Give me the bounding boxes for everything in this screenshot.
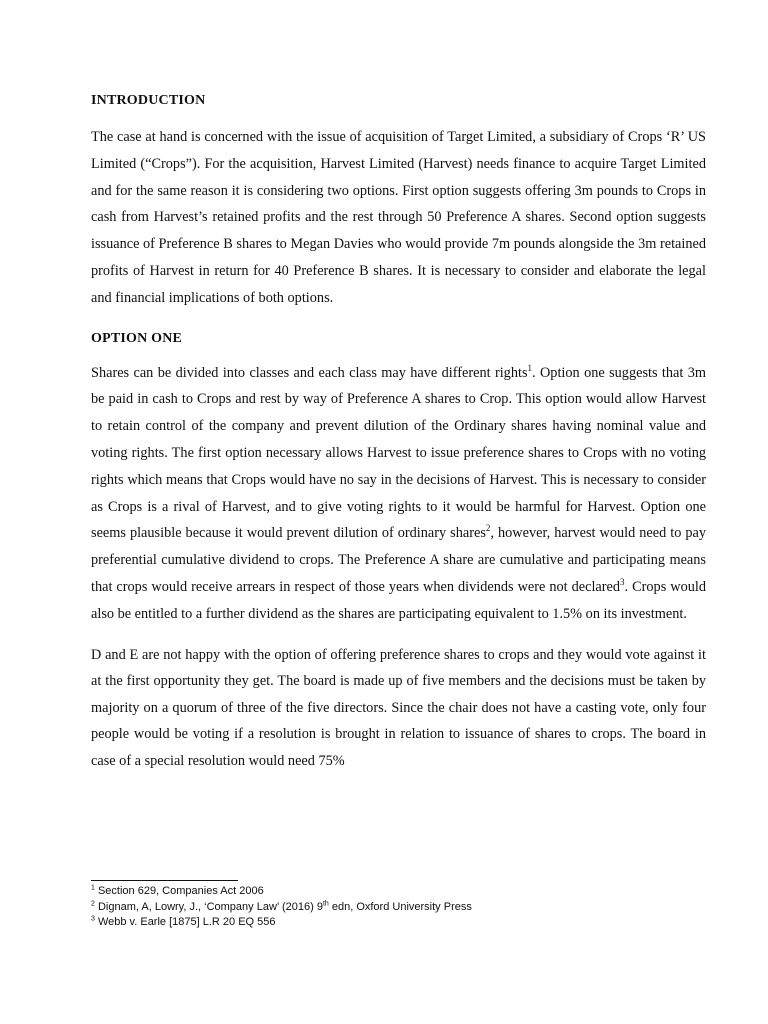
footnote-text: Section 629, Companies Act 2006 — [97, 885, 264, 897]
footnote-2 — [91, 900, 691, 916]
footnote-3 — [91, 915, 691, 931]
footnote-text: Webb v. Earle [1875] L.R 20 EQ 556 — [97, 916, 276, 928]
footnote-text: edn, Oxford University Press — [328, 900, 472, 913]
footnote-number: 3 — [91, 915, 95, 923]
footnote-ref-3[interactable]: 3 — [620, 577, 625, 588]
option-one-paragraph-2: D and E are not happy with the option of offering preference shares to crops and they would vote against it at the first opportunity they get. The board is made up of five members and the decisions must be taken by majority on a quorum of three of the five directors. Since the chair does not have a casting vote, only four people would be voting if a resolution is brought in relation to issuance of shares to crops. The board in case of a special resolution would need 75% — [91, 646, 706, 769]
heading-introduction: INTRODUCTION — [91, 93, 206, 108]
text-run: Shares can be divided into classes and each class may have different rights — [91, 364, 528, 381]
footnote-separator — [91, 880, 238, 881]
footnote-superscript: th — [322, 899, 329, 907]
footnote-number: 2 — [91, 899, 95, 907]
footnote-number: 1 — [91, 884, 95, 892]
option-one-paragraph-1 — [91, 360, 706, 628]
footnote-ref-2[interactable]: 2 — [485, 523, 491, 534]
text-run: . Option one suggests that 3m be paid in cash to Crops and rest by way of Preference A shares to Crop. This option would allow Harvest to retain control of the company and prevent dilution of the Ordinary shares having nominal value and voting rights. The first option necessary allows Harvest to issue preference shares to Crops with no voting rights which means that Crops would have no say in the decisions of Harvest. This is necessary to consider as Crops is a rival of Harvest, and to give voting rights to it would be harmful for Harvest. Option one seems plausible because it would prevent dilution of ordinary shares — [91, 364, 706, 542]
footnote-1 — [91, 884, 691, 900]
intro-paragraph: The case at hand is concerned with the issue of acquisition of Target Limited, a subsidiary of Crops ‘R’ US Limited (“Crops”). For the acquisition, Harvest Limited (Harvest) needs finance to acquire Target Limited and for the same reason it is considering two options. First option suggests offering 3m pounds to Crops in cash from Harvest’s retained profits and the rest through 50 Preference A shares. Second option suggests issuance of Preference B shares to Megan Davies who would provide 7m pounds alongside the 3m retained profits of Harvest in return for 40 Preference B shares. It is necessary to consider and elaborate the legal and financial implications of both options. — [91, 129, 706, 306]
footnote-ref-1[interactable]: 1 — [527, 362, 533, 373]
text-run: . Crops would also be entitled to a further dividend as the shares are participating equivalent to 1.5% on its investment. — [91, 578, 707, 622]
body-content — [91, 88, 706, 788]
footnote-text: Dignam, A, Lowry, J., ‘Company Law’ (2016) 9 — [97, 900, 323, 913]
heading-option-one: OPTION ONE — [91, 330, 183, 346]
text-run: , however, harvest would need to pay preferential cumulative dividend to crops. The Preference A share are cumulative and participating means that crops would receive arrears in respect of those years when dividends were not declared — [91, 525, 707, 595]
footnotes — [91, 884, 691, 931]
